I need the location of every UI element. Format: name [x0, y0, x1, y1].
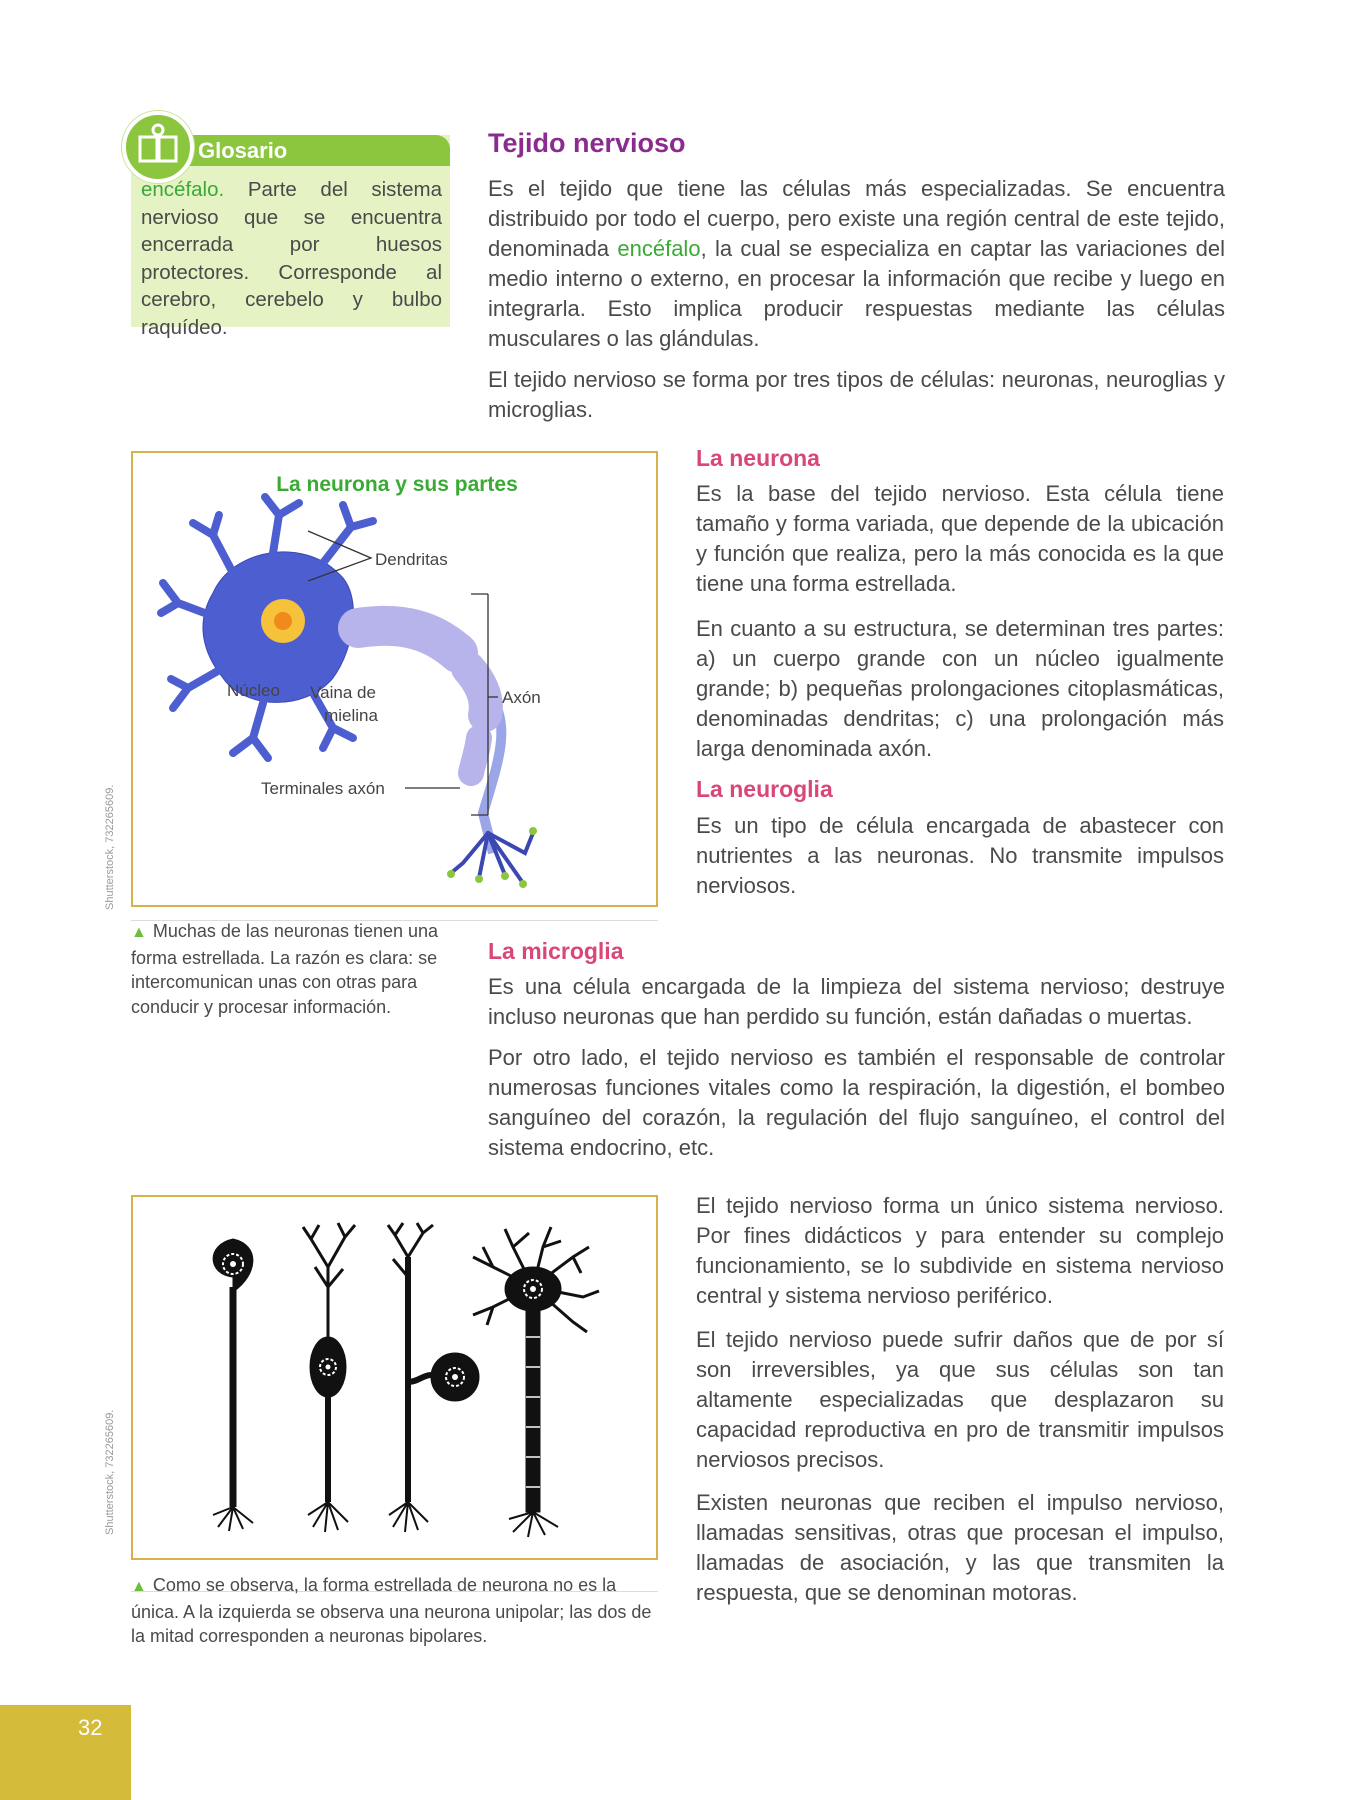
bipolar-neuron-1 [303, 1223, 355, 1532]
lower-paragraph-1: El tejido nervioso forma un único sistema nervioso. Por fines didácticos y para entender su complejo funcionamiento, se lo subdivide en sistema nervioso central y sistema nervioso periférico. [696, 1193, 1224, 1308]
neuron-diagram [133, 453, 656, 905]
figure1-caption [131, 919, 461, 1019]
page-number: 32 [78, 1715, 103, 1740]
multipolar-neuron [473, 1227, 599, 1537]
label-axon: Axón [502, 688, 541, 707]
neurona-paragraph-1: Es la base del tejido nervioso. Esta célula tiene tamaño y forma variada, que depende de la ubicación y función que realiza, pero la más conocida es la que tiene una forma estrellada. [696, 481, 1224, 596]
neuroglia-title: La neuroglia [696, 776, 833, 802]
axon [348, 626, 501, 853]
intro-text-b: , la cual se especializa en captar las variaciones del medio interno o externo, en procesar la información que recibe y luego en integrarla. Esto implica producir respuestas mediante las células musculares o las glándulas. [488, 236, 1225, 351]
lower-paragraph-3: Existen neuronas que reciben el impulso nervioso, llamadas sensitivas, otras que procesan el impulso, llamadas de asociación, y las que transmiten la respuesta, que se denominan motoras. [696, 1490, 1224, 1605]
intro-text-a: Es el tejido que tiene las células más especializadas. Se encuentra distribuido por todo el cuerpo, pero existe una región central de este tejido, denominada [488, 176, 1225, 261]
neuron-figure [131, 451, 658, 907]
figure2-credit: Shutterstock, 732265609. [104, 1409, 116, 1535]
glossary-header [160, 135, 450, 166]
label-vaina-1: Vaina de [310, 683, 376, 702]
bipolar-neuron-2 [388, 1223, 479, 1532]
page-footer-band [0, 1705, 131, 1800]
lower-paragraph-2: El tejido nervioso puede sufrir daños que de por sí son irreversibles, ya que sus células son tan altamente especializadas que desplazaron su capacidad reproductiva en pro de transmitir impulsos nerviosos precisos. [696, 1327, 1224, 1472]
axon-terminals [451, 833, 533, 883]
glossary-text [141, 176, 442, 341]
label-vaina-2: mielina [324, 706, 378, 725]
glossary-term: encéfalo. [141, 178, 225, 201]
microglia-paragraph-1: Es una célula encargada de la limpieza del sistema nervioso; destruye incluso neuronas que han perdido su función, están dañadas o muertas. [488, 974, 1225, 1029]
neuron-types-figure [131, 1195, 658, 1560]
glossary-definition: Parte del sistema nervioso que se encuentra encerrada por huesos protectores. Corresponde al cerebro, cerebelo y bulbo raquídeo. [141, 178, 442, 339]
intro-paragraph-2: El tejido nervioso se forma por tres tipos de células: neuronas, neuroglias y microglias. [488, 367, 1225, 422]
book-icon [122, 111, 194, 183]
microglia-paragraph-2: Por otro lado, el tejido nervioso es también el responsable de controlar numerosas funciones vitales como la respiración, la digestión, el bombeo sanguíneo del corazón, la regulación del flujo sanguíneo, el control del sistema endocrino, etc. [488, 1045, 1225, 1160]
neurona-title: La neurona [696, 445, 820, 471]
label-dendritas: Dendritas [375, 550, 448, 569]
neuroglia-paragraph: Es un tipo de célula encargada de abastecer con nutrientes a las neuronas. No transmite impulsos nerviosos. [696, 813, 1224, 898]
caption-triangle-icon: ▲ [131, 924, 147, 941]
label-nucleo: Núcleo [227, 681, 280, 700]
intro-term: encéfalo [617, 236, 701, 261]
figure1-caption-text: Muchas de las neuronas tienen una forma estrellada. La razón es clara: se intercomunican unas con otras para conducir y procesar información. [131, 921, 439, 1017]
figure1-credit: Shutterstock, 732265609. [104, 784, 116, 910]
glossary-title: Glosario [198, 138, 288, 163]
figure-title: La neurona y sus partes [276, 473, 518, 496]
caption-triangle-icon: ▲ [131, 1578, 147, 1595]
figure2-caption [131, 1573, 658, 1649]
neurona-paragraph-2: En cuanto a su estructura, se determinan tres partes: a) un cuerpo grande con un núcleo igualmente grande; b) pequeñas prolongaciones citoplasmáticas, denominadas dendritas; c) una prolongación más larga denominada axón. [696, 616, 1224, 761]
label-terminales: Terminales axón [261, 779, 385, 798]
page-title: Tejido nervioso [488, 128, 686, 158]
figure2-caption-text: Como se observa, la forma estrellada de neurona no es la única. A la izquierda se observa una neurona unipolar; las dos de la mitad corresponden a neuronas bipolares. [131, 1575, 652, 1646]
intro-paragraph-1 [488, 174, 1225, 354]
microglia-title: La microglia [488, 938, 624, 964]
neuron-types-diagram [133, 1197, 656, 1558]
unipolar-neuron [213, 1239, 253, 1531]
